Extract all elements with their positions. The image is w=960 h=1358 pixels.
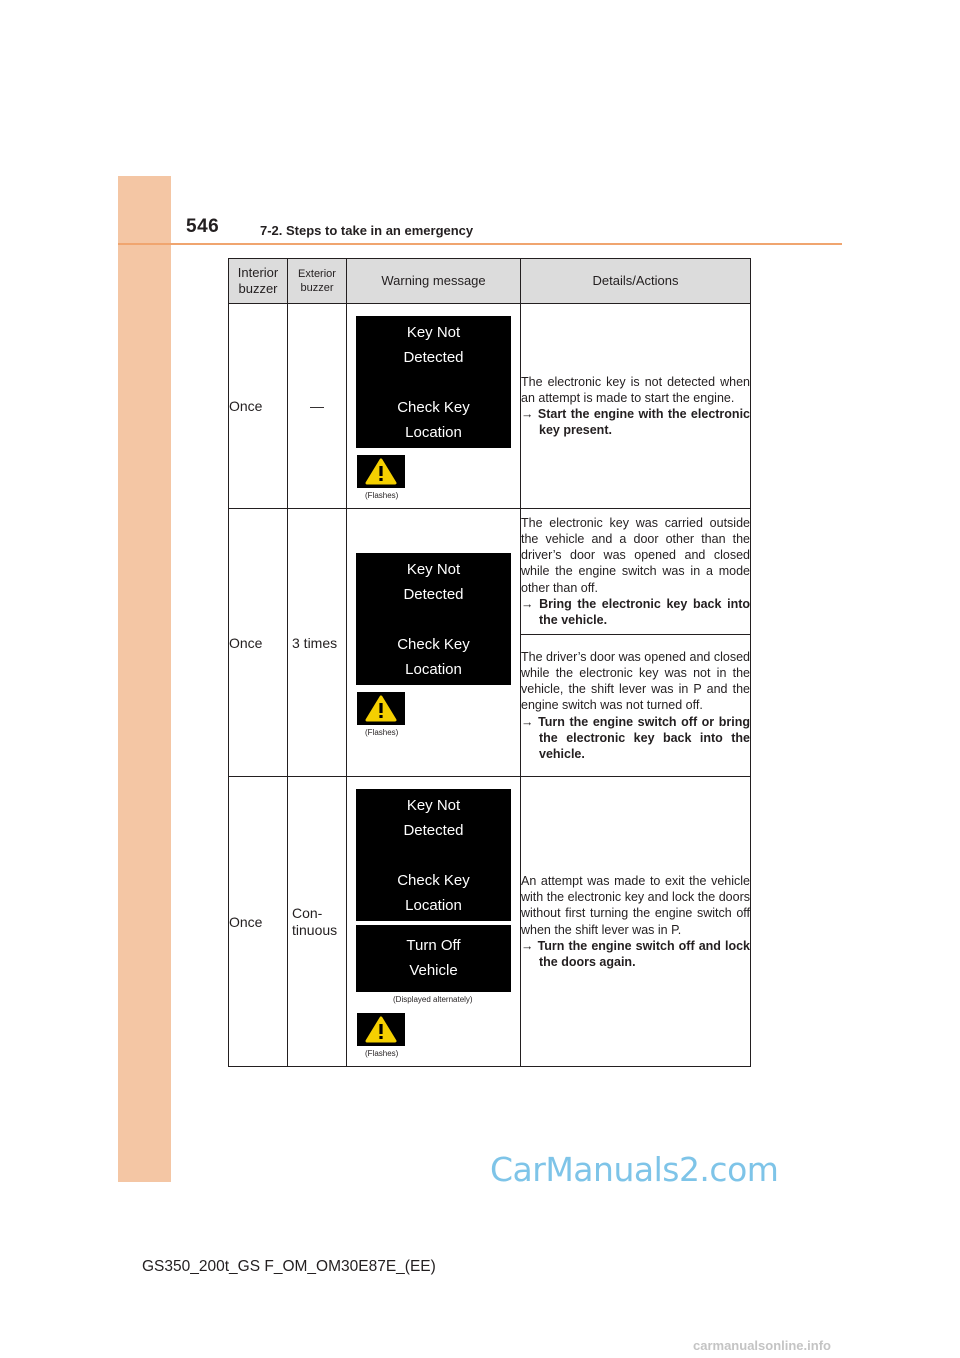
header-exterior-buzzer: Exterior buzzer <box>288 259 347 304</box>
table-row <box>229 509 751 635</box>
flash-caption: (Flashes) <box>365 491 399 500</box>
footer-document-code: GS350_200t_GS F_OM_OM30E87E_(EE) <box>142 1258 436 1275</box>
warning-message-cell <box>347 304 521 509</box>
exterior-buzzer-cell: — <box>288 304 347 509</box>
display-screen-alternate <box>356 925 511 992</box>
header-divider <box>118 243 842 245</box>
detail-action: → Turn the engine switch off and lock the doors again. <box>521 938 750 969</box>
screen-line: Vehicle <box>409 962 458 979</box>
flash-caption: (Flashes) <box>365 728 399 737</box>
page-number: 546 <box>186 216 220 237</box>
screen-line: Key Not <box>406 561 461 578</box>
warning-triangle-icon <box>357 1013 405 1046</box>
screen-line: Detected <box>403 586 464 603</box>
screen-line: Location <box>405 897 462 914</box>
table-header-row <box>229 259 751 304</box>
detail-text: The electronic key was carried outside the vehicle and a door other than the driver’s door was opened and closed while the engine switch was in a mode other than off. <box>521 515 750 595</box>
exterior-buzzer-cell: 3 times <box>288 509 347 777</box>
display-screen <box>356 316 511 448</box>
screen-line: Detected <box>403 349 464 366</box>
interior-buzzer-cell: Once <box>229 509 288 777</box>
details-cell <box>521 509 751 635</box>
section-title: 7-2. Steps to take in an emergency <box>260 223 474 238</box>
exterior-buzzer-cell <box>288 777 347 1067</box>
warning-message-cell <box>347 509 521 777</box>
screen-line: Detected <box>403 822 464 839</box>
warning-triangle-icon <box>357 455 405 488</box>
warning-message-cell <box>347 777 521 1067</box>
alternate-caption: (Displayed alternately) <box>393 995 473 1004</box>
warning-message-table <box>228 258 751 1067</box>
exterior-buzzer-text: Con- tinuous <box>292 904 338 938</box>
warning-light <box>357 692 405 725</box>
warning-light <box>357 1013 405 1046</box>
details-cell <box>521 304 751 509</box>
header-interior-buzzer: Interior buzzer <box>229 259 288 304</box>
flash-caption: (Flashes) <box>365 1049 399 1058</box>
interior-buzzer-cell: Once <box>229 304 288 509</box>
header-details-actions: Details/Actions <box>521 259 751 304</box>
warning-light <box>357 455 405 488</box>
side-band <box>118 176 171 1182</box>
detail-text: The electronic key is not detected when an attempt is made to start the engine. <box>521 374 750 405</box>
header-warning-message: Warning message <box>347 259 521 304</box>
watermark-carmanualsonline: carmanualsonline.info <box>693 1338 831 1353</box>
screen-line: Turn Off <box>406 937 461 954</box>
details-cell <box>521 777 751 1067</box>
warning-triangle-icon <box>357 692 405 725</box>
screen-line: Location <box>405 661 462 678</box>
interior-buzzer-cell: Once <box>229 777 288 1067</box>
screen-line: Check Key <box>397 872 470 889</box>
details-cell <box>521 635 751 777</box>
watermark-carmanuals2: CarManuals2.com <box>490 1150 779 1189</box>
detail-action: → Bring the electronic key back into the vehicle. <box>521 596 750 627</box>
screen-line: Check Key <box>397 636 470 653</box>
detail-text: An attempt was made to exit the vehicle with the electronic key and lock the doors without first turning the engine switch off when the shift lever was in P. <box>521 873 750 937</box>
table-row <box>229 304 751 509</box>
detail-action: → Turn the engine switch off or bring the electronic key back into the vehicle. <box>521 714 750 761</box>
table-row <box>229 777 751 1067</box>
screen-line: Key Not <box>406 797 461 814</box>
display-screen <box>356 789 511 921</box>
detail-text: The driver’s door was opened and closed while the electronic key was not in the vehicle, the shift lever was in P and the engine switch was not turned off. <box>521 649 750 713</box>
display-screen <box>356 553 511 685</box>
screen-line: Check Key <box>397 399 470 416</box>
detail-action: → Start the engine with the electronic key present. <box>521 407 750 438</box>
screen-line: Location <box>405 424 462 441</box>
screen-line: Key Not <box>406 324 461 341</box>
